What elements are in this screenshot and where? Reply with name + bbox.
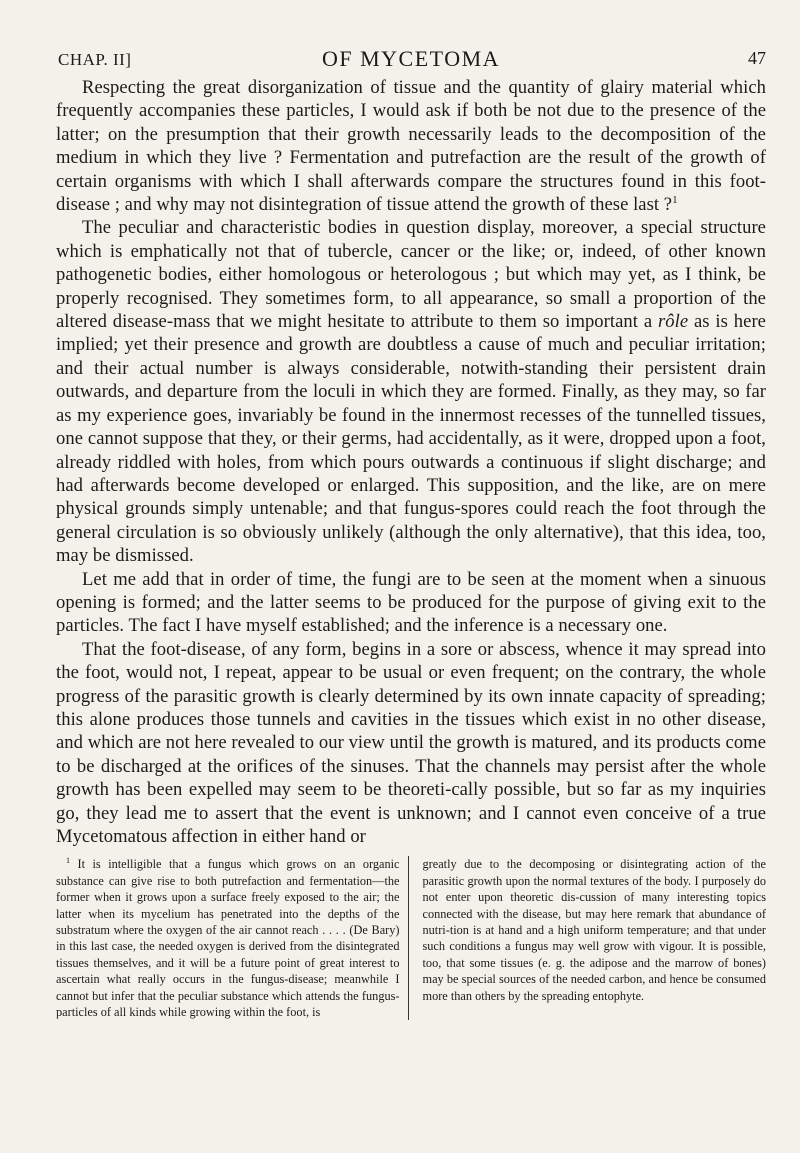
footnote-left-column (56, 856, 409, 1020)
chapter-label: CHAP. II] (58, 50, 132, 69)
footnote-right-text: greatly due to the decomposing or disintegrating action of the parasitic growth upon the normal textures of the body. I purposely do not enter upon theoretic dis-cussion of many interesting topics connected with the disease, but may here remark that abundance of nutri-tion is at hand and a high uniform temperature; and that under such conditions a fungus may well grow with vigour. It is possible, too, that some tissues (e. g. the adipose and the marrow of bones) may be special sources of the needed carbon, and hence be consumed more than others by the spreading entophyte. (422, 857, 766, 1003)
main-text (56, 76, 766, 848)
paragraph-1-text: Respecting the great disorganization of tissue and the quantity of glairy material which frequently accompanies these particles, I would ask if both be not due to the presence of the latter; on the presumption that their growth necessarily leads to the decomposition of the medium in which they live ? Fermentation and putrefaction are the result of the growth of certain organisms with which I shall afterwards compare the structures found in this foot-disease ; and why may not disintegration of tissue attend the growth of these last ? (56, 77, 766, 216)
paragraph-2 (56, 216, 766, 567)
italic-role-word: rôle (657, 311, 689, 333)
footnote-marker: 1 (66, 856, 70, 866)
paragraph-1 (56, 76, 766, 216)
running-header (56, 36, 766, 76)
page-number: 47 (748, 48, 766, 68)
footnote-reference: 1 (672, 193, 678, 206)
paragraph-4: That the foot-disease, of any form, begins in a sore or abscess, whence it may spread into the foot, would not, I repeat, appear to be usual or even frequent; on the contrary, the whole progress of the parasitic growth is clearly determined by its own innate capacity of spreading; this alone produces those tunnels and cavities in the tissues which exist in no other disease, and which are not here revealed to our view until the growth is matured, and its products come to be discharged at the orifices of the sinuses. That the channels may persist after the whole growth has been expelled may seem to be theoreti-cally possible, but so far as my inquiries go, they lead me to assert that the event is unknown; and I cannot even conceive of a true Mycetomatous affection in either hand or (56, 638, 766, 847)
page-title: OF MYCETOMA (321, 46, 501, 71)
footnote-left-body: It is intelligible that a fungus which grows on an organic substance can give rise to both putrefaction and fermentation—the former when it grows upon a surface freely exposed to the air; the latter when its mycelium has penetrated into the depths of the substratum where the oxygen of the air cannot reach . . . . (De Bary) in this last case, the needed oxygen is derived from the disintegrated tissues themselves, and it will be a future point of great interest to ascertain what really occurs in the fungus-disease; meanwhile I cannot but infer that the peculiar substance which attends the fungus-particles of all kinds while growing within the foot, is (56, 857, 400, 1020)
footnote-right-column (423, 856, 767, 1020)
footnote-left-text (56, 856, 400, 1020)
footnotes (56, 856, 766, 1020)
book-page (56, 36, 766, 1126)
paragraph-2-text-start: The peculiar and characteristic bodies in question display, moreover, a special structure which is emphatically not that of tubercle, cancer or the like; or, indeed, of other known pathogenetic bodies, either homologous or heterologous ; but which may yet, as I think, be properly recognised. They sometimes form, to all appearance, so small a proportion of the altered disease-mass that we might hesitate to attribute to them so important a (56, 217, 766, 333)
paragraph-2-text-end: as is here implied; yet their presence and growth are doubtless a cause of much and peculiar irritation; and their actual number is always considerable, notwith-standing their persistent drain outwards, and departure from the loculi in which they are formed. Finally, as they may, so far as my experience goes, invariably be found in the innermost recesses of the tunnelled tissues, one cannot suppose that they, or their germs, had accidentally, as it were, dropped upon a foot, already riddled with holes, from which pours outwards a continuous if slight discharge; and had afterwards become developed or enlarged. This supposition, and the like, are on mere physical grounds simply untenable; and that fungus-spores could reach the foot through the general circulation is so obviously unlikely (although the only alternative), that this idea, too, may be dismissed. (56, 311, 766, 567)
paragraph-3: Let me add that in order of time, the fungi are to be seen at the moment when a sinuous opening is formed; and the latter seems to be produced for the purpose of giving exit to the particles. The fact I have myself established; and the inference is a necessary one. (56, 568, 766, 637)
